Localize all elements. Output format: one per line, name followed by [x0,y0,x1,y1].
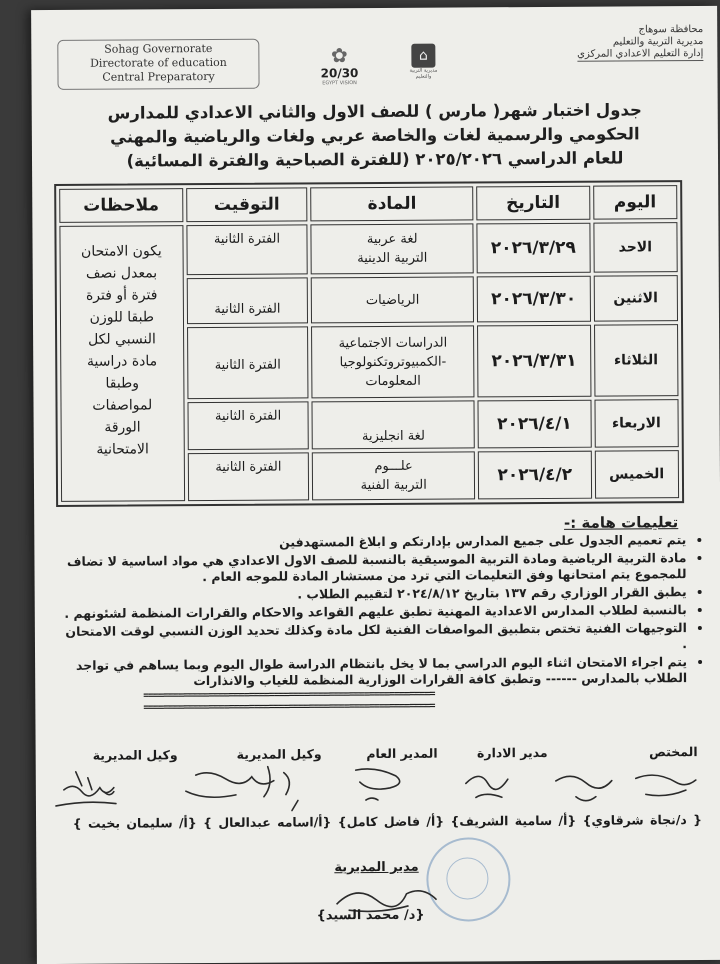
english-header-line: Sohag Governorate [104,41,213,56]
table-row [59,222,677,276]
notes-line: الامتحانية [96,441,149,458]
cell-time: الفترة الثانية [187,326,309,399]
notes-line: النسبي لكل [87,331,156,348]
cell-subject [312,451,475,500]
title-line: للعام الدراسي ٢٠٢٥/٢٠٢٦ (للفترة الصباحية والفترة المسائية) [126,148,624,171]
building-icon: ⌂ [411,44,435,68]
subject-line: -الكمبيوتروتكنولوجيا [339,354,447,370]
arabic-header [513,24,703,62]
instruction-item: • يطبق القرار الوزاري رقم ١٣٧ بتاريخ ٢٠٢٤/٨/١٢ لتقييم الطلاب . [59,584,687,604]
cell-date: ٢٠٢٦/٤/٢ [478,451,592,500]
subject-line: التربية الفنية [360,477,427,494]
english-header-line: Central Preparatory [102,69,215,84]
exam-schedule-table [54,180,684,507]
table-header-row [59,185,677,223]
subject-line: لغة عربية [366,231,418,248]
title-line: جدول اختبار شهر( مارس ) للصف الاول والثاني الاعدادي للمدارس [107,100,642,123]
header-day: اليوم [593,185,678,220]
cell-notes [59,225,184,502]
cell-date: ٢٠٢٦/٤/١ [478,400,592,449]
instruction-item: • يتم تعميم الجدول على جميع المدارس بإدارتكم و ابلاغ المستهدفين [58,532,686,552]
vision-2030-logo [315,44,363,86]
notes-line: وطبقا [105,375,140,392]
signature-title: وكيل المديرية [236,746,322,762]
cell-subject [312,400,475,449]
emblem-subtext: مديرية التربية والتعليم [409,67,438,80]
stamp-eagle-icon [446,857,488,899]
separator-line: ========================================================== [143,700,435,714]
cell-subject [311,276,474,323]
notes-line: فترة أو فترة [85,287,158,304]
english-header-box [57,39,259,90]
instruction-item: • يتم اجراء الامتحان اثناء اليوم الدراسي بما لا يخل بانتظام الدراسة طوال اليوم وبما يساهم في تواجد الطلاب بالمدارس ------ وتطبق كافة القرارات الوزارية المنظمة للغياب والانذارات [59,654,687,690]
director-name: {د/ محمد السيد} [316,907,425,924]
signature-title: مدير الادارة [476,744,548,761]
signature-scribble [556,776,612,801]
cell-date: ٢٠٢٦/٣/٢٩ [477,223,591,274]
cell-time: الفترة الثانية [186,224,308,275]
subject-line: علـــوم [374,458,413,475]
subject-line: المعلومات [365,373,421,389]
instructions-section [58,514,705,714]
document-title [46,98,704,174]
cell-day: الخميس [594,450,679,499]
header-subject: المادة [310,186,473,221]
cell-date: ٢٠٢٦/٣/٣٠ [477,276,591,323]
cell-day: الثلاثاء [594,324,679,397]
header-date: التاريخ [476,186,590,221]
signature-scribble [636,775,696,796]
header-time: التوقيت [186,187,308,222]
cell-subject [311,325,474,398]
vision-mark-icon: ✿ [330,43,348,68]
instruction-item: • التوجيهات الفنية تختص بتطبيق المواصفات الفنية لكل مادة وكذلك تحديد الوزن النسبي لوقت الامتحان . [59,620,687,656]
cell-date: ٢٠٢٦/٣/٣١ [477,325,591,398]
cell-day: الاربعاء [594,399,679,448]
instructions-list [58,532,705,690]
signature-scribble [186,772,274,797]
notes-line: طبقا للوزن [89,309,155,326]
english-header-line: Directorate of education [90,55,227,70]
subject-line: الرياضيات [365,292,420,308]
instruction-item: • مادة التربية الرياضية ومادة التربية الموسيقية بالنسبة للصف الاول الاعدادي هي مواد اساسية لا تضاف للمجموع يتم امتحانها وفق التعليمات التي ترد من مستشار المادة للموجه العام . [58,550,686,586]
signature-title: المدير العام [366,745,438,762]
title-line: الحكومي والرسمية لغات والخاصة عربي ولغات والرياضية والمهني [110,124,640,147]
subject-line: التربية الدينية [357,250,428,267]
arabic-header-line: محافظة سوهاج [638,23,704,36]
cell-time: الفترة الثانية [186,277,308,324]
director-title: مدير المديرية [334,859,419,876]
arabic-header-line: مديرية التربية والتعليم [612,35,704,48]
cell-day: الاثنين [593,275,678,322]
ministry-emblem-logo [401,44,445,86]
vision-logo-text: 20/30 [320,66,359,81]
separator-line: ========================================================== [143,688,435,702]
subject-line: الدراسات الاجتماعية [338,335,448,351]
signature-scribble [356,769,400,800]
cell-subject [311,223,474,274]
notes-line: لمواصفات [92,397,153,414]
signature-title: المختص [649,744,698,760]
subject-line: لغة انجليزية [361,428,425,445]
instruction-item: • بالنسبة لطلاب المدارس الاعدادية المهنية تطبق عليهم القواعد والاحكام والقرارات المنظمة لشئونهم . [59,602,687,622]
instructions-heading: تعليمات هامة :- [563,513,679,532]
cell-day: الاحد [593,222,678,273]
cell-time: الفترة الثانية [188,452,310,501]
document-page [31,6,720,964]
signature-scribble [264,766,298,810]
header-notes: ملاحظات [59,188,183,223]
arabic-header-line: إدارة التعليم الاعدادي المركزي [577,47,704,60]
signature-scribble [56,786,116,806]
vision-logo-subtext: EGYPT VISION [322,80,357,87]
notes-line: مادة دراسية [86,353,158,370]
signatory-names: { د/نجاة شرقاوي} {أ/ سامية الشريف} {أ/ فاضل كامل} {أ/اسامه عبدالعال } {أ/ سليمان بخيت } [72,812,703,831]
signature-title: وكيل المديرية [92,747,178,763]
cell-time: الفترة الثانية [187,401,309,450]
signature-scribble [466,776,508,797]
notes-line: بمعدل نصف [85,265,158,282]
notes-line: يكون الامتحان [80,243,162,260]
notes-line: الورقة [104,419,141,436]
